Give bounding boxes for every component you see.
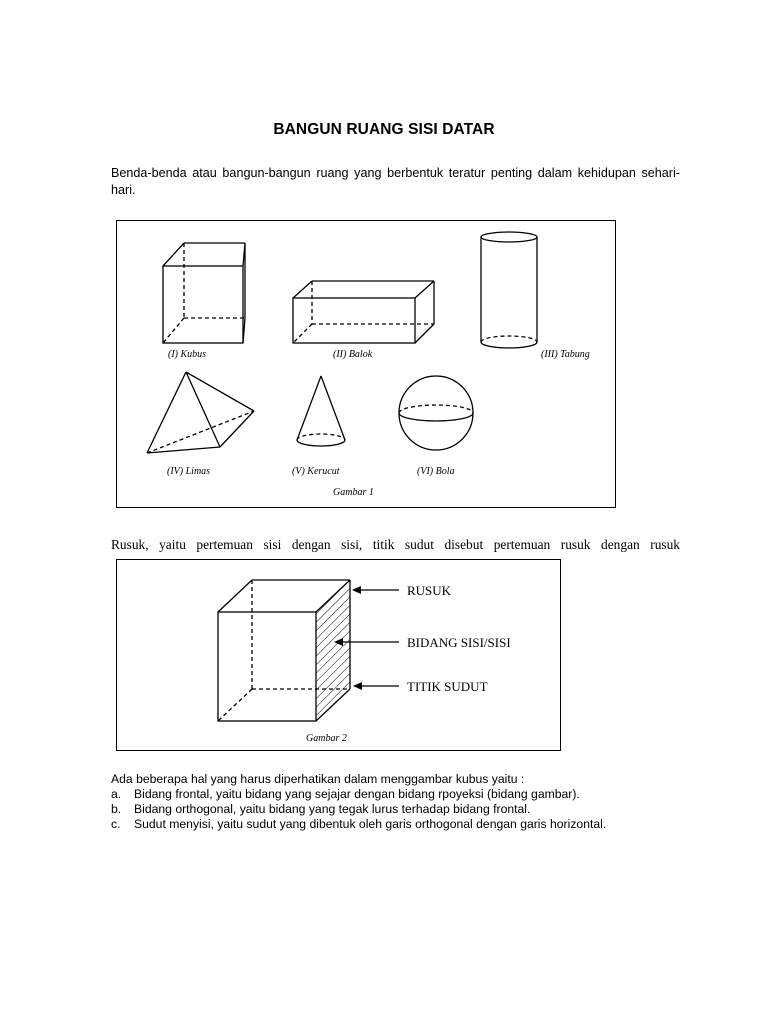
list-marker: a. <box>111 787 122 801</box>
list-item <box>111 802 606 817</box>
label-limas: (IV) Limas <box>167 466 211 477</box>
list-item <box>111 817 606 832</box>
list-item-text: Sudut menyisi, yaitu sudut yang dibentuk oleh garis orthogonal dengan garis horizontal. <box>134 817 607 831</box>
list-item-text: Bidang orthogonal, yaitu bidang yang tegak lurus terhadap bidang frontal. <box>134 802 531 816</box>
figure-1-solid-shapes <box>116 220 616 509</box>
page-title: BANGUN RUANG SISI DATAR <box>273 121 495 138</box>
notes-intro: Ada beberapa hal yang harus diperhatikan dalam menggambar kubus yaitu : <box>111 772 525 786</box>
label-kerucut: (V) Kerucut <box>292 466 340 477</box>
label-bidang-sisi: BIDANG SISI/SISI <box>407 635 511 650</box>
list-marker: b. <box>111 802 122 816</box>
figure-2-cube-parts <box>116 559 562 752</box>
label-kubus: (I) Kubus <box>168 349 207 360</box>
label-bola: (VI) Bola <box>417 466 455 477</box>
list-item-text: Bidang frontal, yaitu bidang yang sejajar dengan bidang rpoyeksi (bidang gambar). <box>134 787 580 801</box>
list-marker: c. <box>111 817 121 831</box>
label-rusuk: RUSUK <box>407 583 452 598</box>
label-titik-sudut: TITIK SUDUT <box>407 679 488 694</box>
label-balok: (II) Balok <box>333 349 373 360</box>
intro-paragraph: Benda-benda atau bangun-bangun ruang yang berbentuk teratur penting dalam kehidupan sehari-hari. <box>111 166 680 197</box>
rusuk-definition: Rusuk, yaitu pertemuan sisi dengan sisi, titik sudut disebut pertemuan rusuk dengan rusuk <box>111 537 680 552</box>
label-tabung: (III) Tabung <box>541 349 590 360</box>
figure-1-frame <box>117 221 616 508</box>
notes-section <box>111 772 606 832</box>
figure-1-caption: Gambar 1 <box>333 487 374 498</box>
figure-2-caption: Gambar 2 <box>306 733 347 744</box>
list-item <box>111 787 606 802</box>
